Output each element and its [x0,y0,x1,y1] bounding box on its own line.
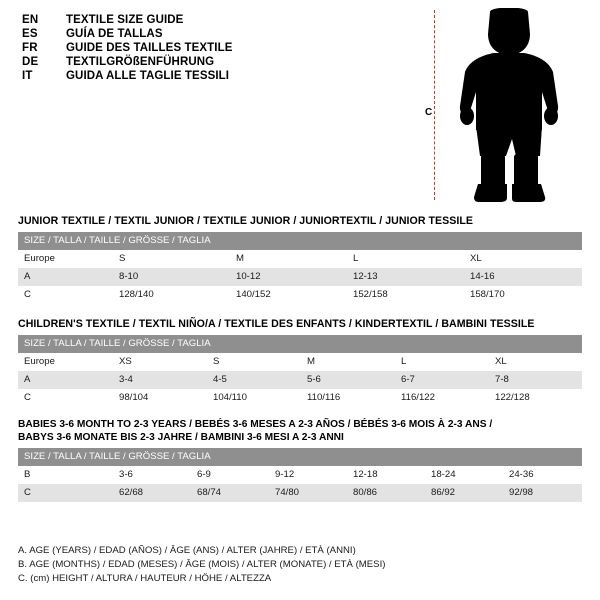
cell: 5-6 [301,371,395,389]
table-row [18,268,582,286]
cell: 122/128 [489,389,582,407]
language-code: ES [22,28,38,40]
table-header-label: SIZE / TALLA / TAILLE / GRÖSSE / TAGLIA [18,232,582,250]
cell: 10-12 [230,268,347,286]
legend-line-b: B. AGE (MONTHS) / EDAD (MESES) / ÂGE (MOIS) / ALTER (MONATE) / ETÀ (MESI) [18,559,386,570]
cell: XL [489,353,582,371]
row-label: C [18,389,113,407]
table-row [18,466,582,484]
language-code: DE [22,56,39,68]
table-row [18,484,582,502]
language-title: GUIDE DES TAILLES TEXTILE [66,42,233,54]
table-row [18,353,582,371]
cell: 80/86 [347,484,425,502]
section-babies-textile [18,418,582,502]
cell: 9-12 [269,466,347,484]
cell: 8-10 [113,268,230,286]
cell: 68/74 [191,484,269,502]
cell: M [230,250,347,268]
cell: 116/122 [395,389,489,407]
cell: 4-5 [207,371,301,389]
legend-line-c: C. (cm) HEIGHT / ALTURA / HAUTEUR / HÖHE / ALTEZZA [18,573,272,584]
measurement-label-c: C [425,107,433,118]
cell: 110/116 [301,389,395,407]
table-header-label: SIZE / TALLA / TAILLE / GRÖSSE / TAGLIA [18,335,582,353]
cell: L [395,353,489,371]
babies-size-table [18,448,582,502]
cell: 86/92 [425,484,503,502]
language-row [22,14,422,26]
cell: 12-13 [347,268,464,286]
cell: 7-8 [489,371,582,389]
row-label: C [18,286,113,304]
table-header-row [18,232,582,250]
legend-line-a: A. AGE (YEARS) / EDAD (AÑOS) / ÂGE (ANS) / ALTER (JAHRE) / ETÀ (ANNI) [18,545,356,556]
language-row [22,56,422,68]
cell: XL [464,250,582,268]
section-junior-textile [18,215,582,304]
cell: 14-16 [464,268,582,286]
cell: 74/80 [269,484,347,502]
cell: L [347,250,464,268]
measurement-dashed-line [434,10,435,200]
cell: 104/110 [207,389,301,407]
cell: 3-6 [113,466,191,484]
section-title: JUNIOR TEXTILE / TEXTIL JUNIOR / TEXTILE JUNIOR / JUNIORTEXTIL / JUNIOR TESSILE [18,215,474,227]
height-measurement-figure [422,8,582,203]
row-label: Europe [18,353,113,371]
junior-size-table [18,232,582,304]
cell: M [301,353,395,371]
row-label: Europe [18,250,113,268]
legend-block [18,544,582,586]
cell: XS [113,353,207,371]
child-silhouette-icon [450,8,570,203]
language-row [22,28,422,40]
cell: 158/170 [464,286,582,304]
row-label: A [18,371,113,389]
language-code: EN [22,14,39,26]
table-header-row [18,448,582,466]
cell: 24-36 [503,466,582,484]
language-title-block [22,14,422,84]
table-row [18,286,582,304]
cell: 62/68 [113,484,191,502]
cell: 98/104 [113,389,207,407]
cell: 12-18 [347,466,425,484]
section-childrens-textile [18,318,582,407]
cell: 152/158 [347,286,464,304]
table-header-label: SIZE / TALLA / TAILLE / GRÖSSE / TAGLIA [18,448,582,466]
table-row [18,389,582,407]
cell: 6-7 [395,371,489,389]
cell: 6-9 [191,466,269,484]
cell: 140/152 [230,286,347,304]
cell: S [207,353,301,371]
table-row [18,371,582,389]
language-row [22,42,422,54]
language-title: TEXTILE SIZE GUIDE [66,14,184,26]
row-label: B [18,466,113,484]
language-code: FR [22,42,38,54]
cell: S [113,250,230,268]
language-title: GUIDA ALLE TAGLIE TESSILI [66,70,230,82]
language-title: GUÍA DE TALLAS [66,28,163,40]
children-size-table [18,335,582,407]
row-label: A [18,268,113,286]
section-title-line-1: BABIES 3-6 MONTH TO 2-3 YEARS / BEBÉS 3-6 MESES A 2-3 AÑOS / BÉBÉS 3-6 MOIS À 2-3 ANS / [18,419,493,430]
row-label: C [18,484,113,502]
language-title: TEXTILGRÖßENFÜHRUNG [66,56,215,68]
cell: 18-24 [425,466,503,484]
section-title: CHILDREN'S TEXTILE / TEXTIL NIÑO/A / TEXTILE DES ENFANTS / KINDERTEXTIL / BAMBINI TESSILE [18,318,535,330]
language-code: IT [22,70,33,82]
cell: 128/140 [113,286,230,304]
table-row [18,250,582,268]
language-row [22,70,422,82]
section-title-line-2: BABYS 3-6 MONATE BIS 2-3 JAHRE / BAMBINI 3-6 MESI A 2-3 ANNI [18,432,344,443]
cell: 92/98 [503,484,582,502]
cell: 3-4 [113,371,207,389]
table-header-row [18,335,582,353]
section-title [18,418,582,444]
